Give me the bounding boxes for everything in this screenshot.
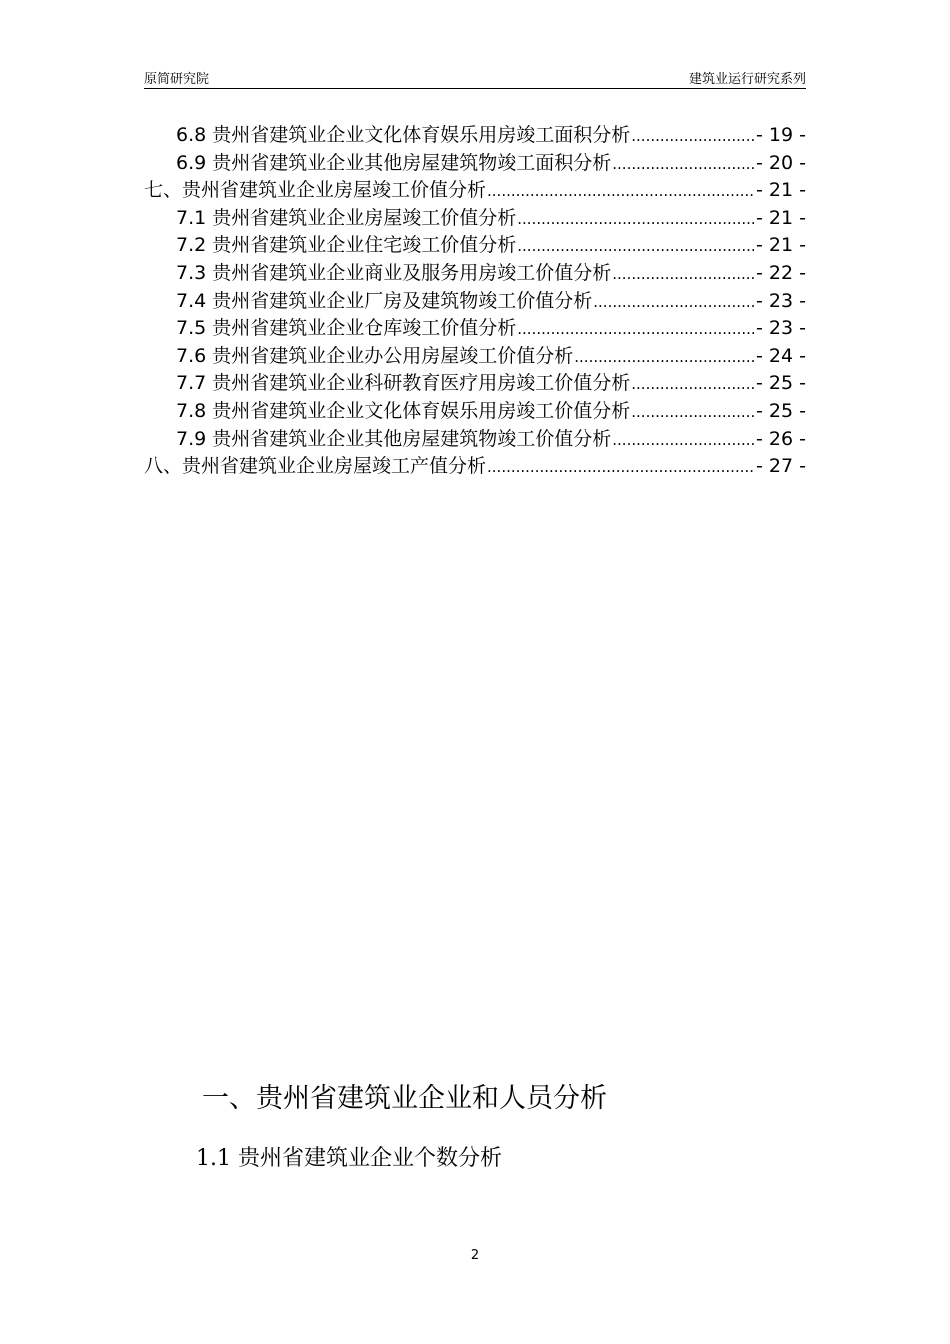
page-header	[144, 66, 806, 89]
toc-leader-dots	[487, 454, 755, 481]
toc-leader-dots	[574, 344, 755, 371]
toc-entry[interactable]	[144, 453, 806, 481]
toc-entry-page: - 21 -	[756, 206, 806, 229]
toc-leader-dots	[612, 427, 755, 454]
toc-entry-title: 7.5 贵州省建筑业企业仓库竣工价值分析	[176, 317, 517, 340]
toc-entry-title: 6.8 贵州省建筑业企业文化体育娱乐用房竣工面积分析	[176, 124, 631, 146]
toc-entry[interactable]	[144, 288, 806, 316]
toc-entry[interactable]	[144, 232, 806, 260]
toc-entry-page: - 22 -	[756, 261, 806, 284]
page-number: 2	[470, 1248, 480, 1263]
toc-leader-dots	[612, 151, 755, 178]
toc-leader-dots	[631, 371, 755, 398]
toc-entry[interactable]	[144, 177, 806, 205]
toc-entry-page: - 21 -	[756, 234, 806, 257]
toc-entry[interactable]	[144, 343, 806, 371]
toc-entry-page: - 26 -	[756, 427, 806, 450]
toc-entry-title: 7.9 贵州省建筑业企业其他房屋建筑物竣工价值分析	[176, 427, 612, 450]
toc-entry[interactable]	[144, 150, 806, 178]
toc-entry-page: - 25 -	[756, 372, 806, 395]
toc-entry-page: - 23 -	[756, 317, 806, 340]
toc-entry-title: 7.3 贵州省建筑业企业商业及服务用房竣工价值分析	[176, 261, 612, 284]
toc-entry-title: 7.6 贵州省建筑业企业办公用房屋竣工价值分析	[176, 344, 574, 367]
toc-entry-title: 七、贵州省建筑业企业房屋竣工价值分析	[144, 179, 487, 202]
toc-entry-title: 7.8 贵州省建筑业企业文化体育娱乐用房竣工价值分析	[176, 399, 631, 422]
section-heading-1: 一、贵州省建筑业企业和人员分析	[202, 1083, 607, 1114]
toc-leader-dots	[631, 399, 755, 426]
toc-entry-title: 7.4 贵州省建筑业企业厂房及建筑物竣工价值分析	[176, 289, 593, 312]
toc-entry-page: - 25 -	[756, 399, 806, 422]
toc-entry[interactable]	[144, 398, 806, 426]
toc-entry[interactable]	[144, 315, 806, 343]
toc-entry-page: - 23 -	[756, 289, 806, 312]
toc-entry[interactable]	[144, 205, 806, 233]
toc-leader-dots	[517, 206, 755, 233]
toc-entry[interactable]	[144, 426, 806, 454]
header-left-text: 原简研究院	[144, 72, 210, 87]
toc-entry[interactable]	[144, 122, 806, 150]
toc-leader-dots	[612, 261, 755, 288]
toc-entry-title: 7.2 贵州省建筑业企业住宅竣工价值分析	[176, 234, 517, 257]
toc-leader-dots	[593, 289, 755, 316]
toc-entry[interactable]	[144, 370, 806, 398]
toc-entry-page: - 24 -	[756, 344, 806, 367]
toc-entry-title: 6.9 贵州省建筑业企业其他房屋建筑物竣工面积分析	[176, 151, 612, 174]
toc-entry-title: 7.1 贵州省建筑业企业房屋竣工价值分析	[176, 206, 517, 229]
toc-leader-dots	[517, 233, 755, 260]
toc-entry[interactable]	[144, 260, 806, 288]
toc-entry-page: - 20 -	[756, 151, 806, 174]
toc-entry-title: 八、贵州省建筑业企业房屋竣工产值分析	[144, 455, 487, 478]
section-heading-1-1: 1.1 贵州省建筑业企业个数分析	[196, 1146, 502, 1171]
toc-entry-page: - 27 -	[756, 455, 806, 478]
toc-entry-page: - 19 -	[756, 124, 806, 146]
table-of-contents	[144, 122, 806, 481]
toc-entry-page: - 21 -	[756, 179, 806, 202]
toc-leader-dots	[631, 123, 755, 150]
toc-leader-dots	[487, 178, 755, 205]
toc-entry-title: 7.7 贵州省建筑业企业科研教育医疗用房竣工价值分析	[176, 372, 631, 395]
toc-leader-dots	[517, 316, 755, 343]
header-right-text: 建筑业运行研究系列	[688, 72, 806, 87]
